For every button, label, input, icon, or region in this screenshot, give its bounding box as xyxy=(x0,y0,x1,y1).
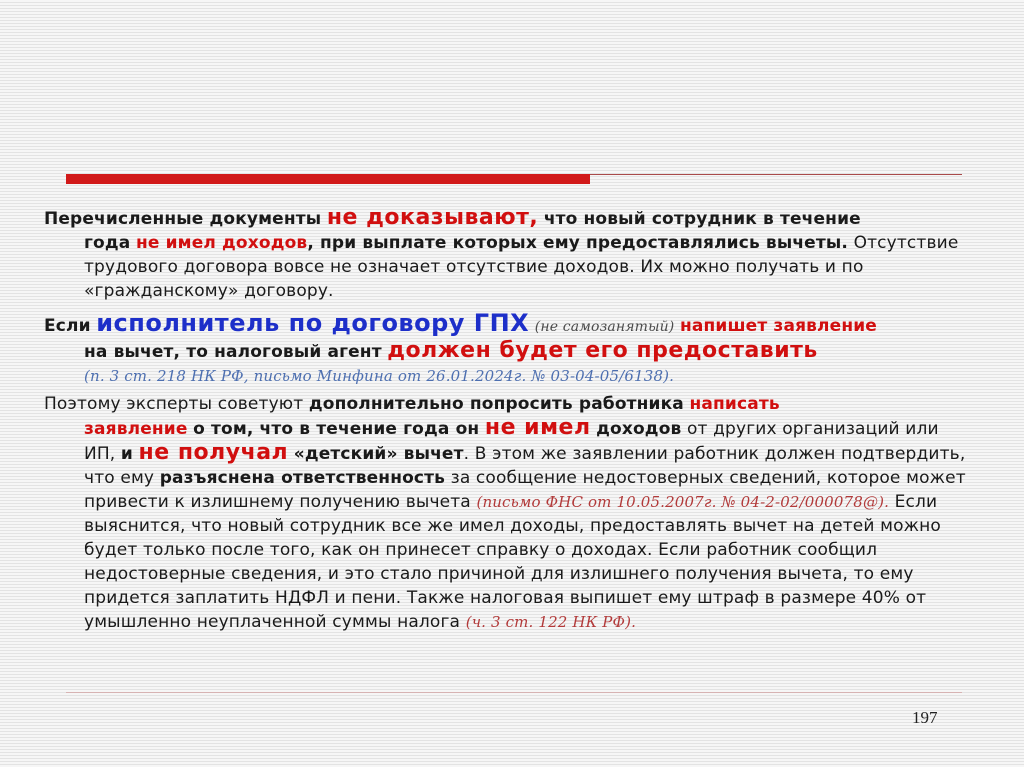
text-segment: на вычет, то налоговый агент xyxy=(84,342,382,362)
paragraph-gph-contractor xyxy=(44,311,974,388)
text-segment: и xyxy=(120,444,133,464)
paragraph-experts-advice xyxy=(44,392,974,634)
emphasis-not-prove: не доказывают, xyxy=(326,205,539,230)
header-divider-line xyxy=(590,174,962,175)
legal-reference-fns: (письмо ФНС от 10.05.2007г. № 04-2-02/000078@). xyxy=(476,493,890,511)
paragraph-documents xyxy=(44,206,974,303)
text-segment: Если xyxy=(44,316,91,336)
legal-reference-minfin: (п. 3 ст. 218 НК РФ, письмо Минфина от 26.01.2024г. № 03-04-05/6138). xyxy=(84,367,675,385)
text-segment: , при выплате которых ему предоставлялись вычеты. xyxy=(307,233,848,253)
legal-reference-nk: (ч. 3 ст. 122 НК РФ). xyxy=(465,613,637,631)
text-segment: Поэтому эксперты советуют xyxy=(44,394,304,414)
emphasis-did-not-receive: не получал xyxy=(138,440,289,465)
page-number: 197 xyxy=(912,708,938,727)
emphasis-application: заявление xyxy=(84,419,188,439)
paragraph-documents-line1 xyxy=(44,206,974,231)
slide-content xyxy=(44,206,974,634)
emphasis-had-no: не имел xyxy=(484,415,591,440)
text-segment: . В этом же заявлении работник должен подтвердить, что ему xyxy=(84,444,966,488)
text-segment: Если выяснится, что новый сотрудник все же имел доходы, предоставлять вычет на детей можно будет только после того, как он принесет справку о доходах. Если работник сообщил недостоверные сведения, и это стало причиной для излишнего получения вычета, то ему придется заплатить НДФЛ и пени. Также налоговая выпишет ему штраф в размере 40% от умышленно неуплаченной суммы налога xyxy=(84,492,941,632)
paragraph-experts-line1 xyxy=(44,392,974,416)
header-red-bar xyxy=(66,174,590,184)
note-not-self-employed: (не самозанятый) xyxy=(534,319,675,335)
text-segment: что новый сотрудник в течение xyxy=(543,209,861,229)
text-segment: доходов xyxy=(596,419,682,439)
emphasis-write: написать xyxy=(689,394,780,414)
text-segment: «детский» вычет xyxy=(293,444,464,464)
emphasis-no-income: не имел доходов xyxy=(135,233,308,253)
footer-divider-line xyxy=(66,692,962,693)
paragraph-gph-line1 xyxy=(44,311,974,339)
text-segment: от других организаций или ИП, xyxy=(84,419,939,464)
paragraph-documents-body xyxy=(44,231,974,303)
paragraph-experts-body xyxy=(44,416,974,634)
text-segment: за сообщение недостоверных сведений, которое может привести к излишнему получению вычета xyxy=(84,468,966,512)
text-segment: Отсутствие трудового договора вовсе не означает отсутствие доходов. Их можно получать и по «гражданскому» договору. xyxy=(84,233,959,301)
text-segment: дополнительно попросить работника xyxy=(308,394,684,414)
paragraph-gph-body xyxy=(44,339,974,388)
emphasis-responsibility: разъяснена ответственность xyxy=(159,468,446,488)
emphasis-must-provide: должен будет его предоставить xyxy=(387,338,818,363)
text-segment: Перечисленные документы xyxy=(44,209,322,229)
text-segment: года xyxy=(84,233,131,253)
emphasis-gph-contractor: исполнитель по договору ГПХ xyxy=(96,309,530,337)
text-segment: о том, что в течение года он xyxy=(193,419,480,439)
emphasis-writes-application: напишет заявление xyxy=(679,316,877,336)
